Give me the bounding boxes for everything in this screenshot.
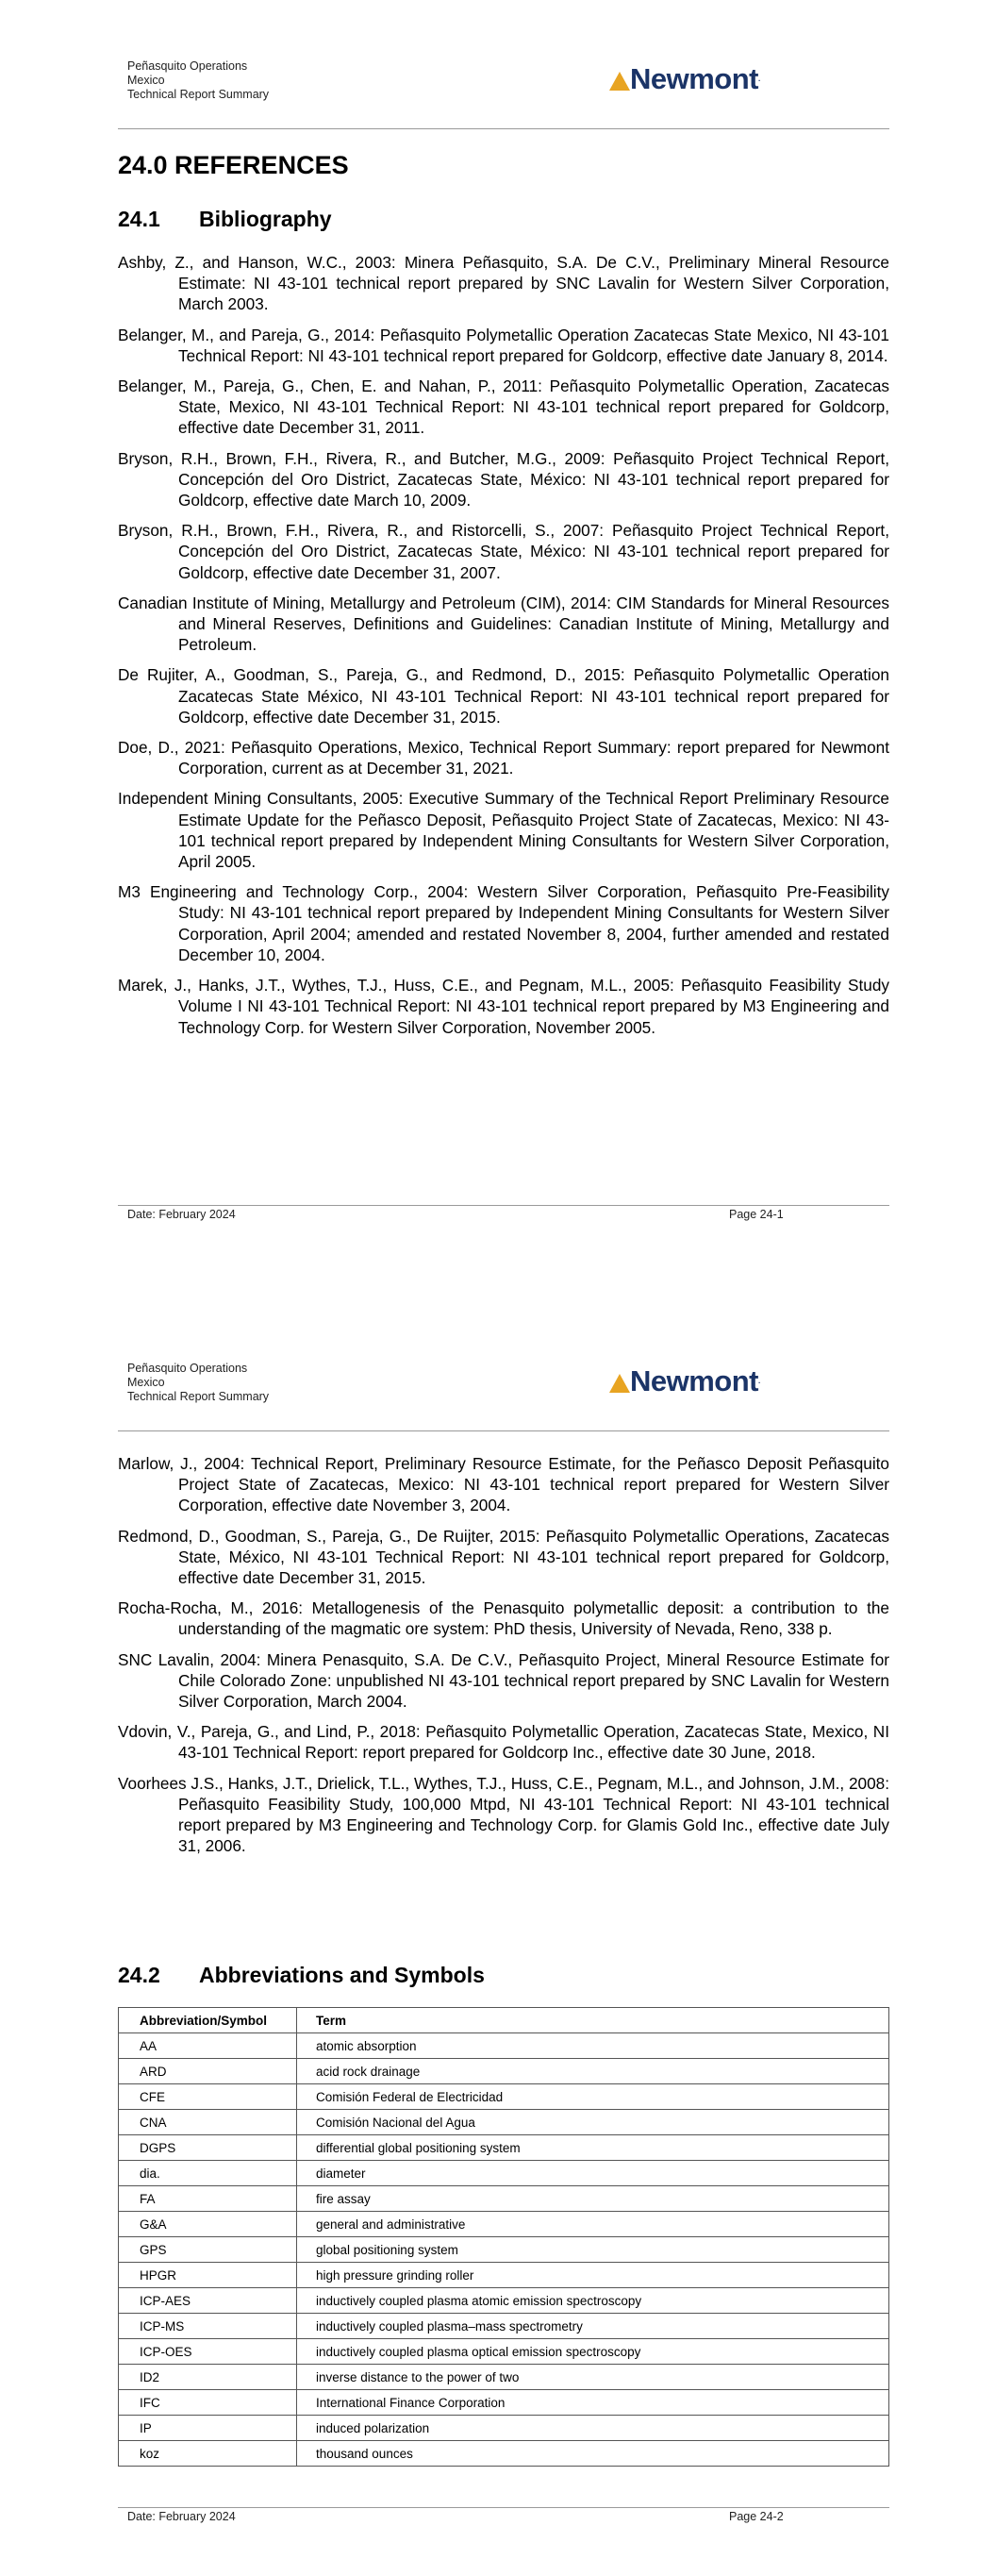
footer-page-number: Page 24-1 xyxy=(729,1208,784,1221)
reference-item: Rocha-Rocha, M., 2016: Metallogenesis of the Penasquito polymetallic deposit: a contribution to the understanding of the magmatic ore system: PhD thesis, University of Nevada, Reno, 338 p. xyxy=(118,1598,889,1639)
subsection-label: Bibliography xyxy=(199,207,332,231)
table-row xyxy=(119,2110,889,2135)
reference-item: Bryson, R.H., Brown, F.H., Rivera, R., and Ristorcelli, S., 2007: Peñasquito Project Technical Report, Concepción del Oro District, Zacatecas State, México: NI 43-101 technical report prepared for Goldcorp, effective date December 31, 2007. xyxy=(118,521,889,582)
reference-item: Marek, J., Hanks, J.T., Wythes, T.J., Huss, C.E., and Pegnam, M.L., 2005: Peñasquito Feasibility Study Volume I NI 43-101 Technical Report: NI 43-101 technical report prepared by M3 Engineering and Technology Corp. for Western Silver Corporation, November 2005. xyxy=(118,976,889,1037)
abbreviation-cell: ICP-AES xyxy=(119,2288,297,2314)
subsection-title-abbreviations xyxy=(118,1963,485,1988)
reference-item: Ashby, Z., and Hanson, W.C., 2003: Minera Peñasquito, S.A. De C.V., Preliminary Mineral Resource Estimate: NI 43-101 technical report prepared by SNC Lavalin for Western Silver Corporation, March 2003. xyxy=(118,253,889,314)
abbreviation-cell: ICP-MS xyxy=(119,2314,297,2339)
term-cell: global positioning system xyxy=(297,2237,889,2263)
abbreviation-cell: CFE xyxy=(119,2084,297,2110)
header-info xyxy=(127,1362,269,1404)
term-cell: acid rock drainage xyxy=(297,2059,889,2084)
column-header-abbreviation: Abbreviation/Symbol xyxy=(119,2008,297,2033)
footer-date: Date: February 2024 xyxy=(127,2510,236,2523)
term-cell: high pressure grinding roller xyxy=(297,2263,889,2288)
footer xyxy=(118,1205,889,1221)
term-cell: diameter xyxy=(297,2161,889,2186)
reference-item: M3 Engineering and Technology Corp., 2004: Western Silver Corporation, Peñasquito Pre-Feasibility Study: NI 43-101 technical report prepared by Independent Mining Consultants for Western Silver Corporation, April 2004; amended and restated November 8, 2004, further amended and restated December 10, 2004. xyxy=(118,882,889,964)
term-cell: fire assay xyxy=(297,2186,889,2212)
table-row xyxy=(119,2339,889,2365)
header-line-1: Peñasquito Operations xyxy=(127,1362,248,1375)
term-cell: atomic absorption xyxy=(297,2033,889,2059)
abbreviation-cell: ARD xyxy=(119,2059,297,2084)
table-row xyxy=(119,2135,889,2161)
table-row xyxy=(119,2059,889,2084)
subsection-label: Abbreviations and Symbols xyxy=(199,1963,485,1987)
table-row xyxy=(119,2288,889,2314)
table-row xyxy=(119,2084,889,2110)
header-rule xyxy=(118,1430,889,1431)
subsection-number: 24.2 xyxy=(118,1963,160,1987)
abbreviation-cell: ICP-OES xyxy=(119,2339,297,2365)
abbreviation-cell: IP xyxy=(119,2416,297,2441)
footer-date: Date: February 2024 xyxy=(127,1208,236,1221)
reference-item: SNC Lavalin, 2004: Minera Penasquito, S.A. De C.V., Peñasquito Project, Mineral Resource Estimate for Chile Colorado Zone: unpublished NI 43-101 technical report prepared by SNC Lavalin for Western Silver Corporation, March 2004. xyxy=(118,1649,889,1712)
reference-item: Canadian Institute of Mining, Metallurgy and Petroleum (CIM), 2014: CIM Standards for Mineral Resources and Mineral Reserves, Definitions and Guidelines: Canadian Institute of Mining, Metallurgy and Petroleum. xyxy=(118,593,889,655)
logo-text: Newmont. xyxy=(630,62,760,95)
header-line-3: Technical Report Summary xyxy=(127,88,270,101)
reference-item: De Rujiter, A., Goodman, S., Pareja, G., and Redmond, D., 2015: Peñasquito Polymetallic Operation Zacatecas State México, NI 43-101 Technical Report: NI 43-101 technical report prepared for Goldcorp, effective date December 31, 2015. xyxy=(118,665,889,727)
term-cell: Comisión Federal de Electricidad xyxy=(297,2084,889,2110)
page-2 xyxy=(0,1302,995,2576)
table-row xyxy=(119,2237,889,2263)
header-info xyxy=(127,59,269,102)
column-header-term: Term xyxy=(297,2008,889,2033)
table-row xyxy=(119,2186,889,2212)
reference-item: Redmond, D., Goodman, S., Pareja, G., De Ruijter, 2015: Peñasquito Polymetallic Operations, Zacatecas State, México, NI 43-101 Technical Report: NI 43-101 technical report prepared for Goldcorp, effective date December 31, 2015. xyxy=(118,1526,889,1588)
abbreviation-cell: ID2 xyxy=(119,2365,297,2390)
page-1 xyxy=(0,0,995,1227)
abbreviations-table xyxy=(118,2007,889,2467)
table-row xyxy=(119,2441,889,2467)
reference-item: Belanger, M., Pareja, G., Chen, E. and Nahan, P., 2011: Peñasquito Polymetallic Operation, Zacatecas State, Mexico, NI 43-101 Technical Report: NI 43-101 technical report prepared for Goldcorp, effective date December 31, 2011. xyxy=(118,376,889,438)
table-row xyxy=(119,2390,889,2416)
header-line-2: Mexico xyxy=(127,1376,165,1389)
table-row xyxy=(119,2263,889,2288)
abbreviation-cell: DGPS xyxy=(119,2135,297,2161)
reference-item: Belanger, M., and Pareja, G., 2014: Peñasquito Polymetallic Operation Zacatecas State Mexico, NI 43-101 Technical Report: NI 43-101 technical report prepared for Goldcorp, effective date January 8, 2014. xyxy=(118,325,889,365)
term-cell: inductively coupled plasma optical emission spectroscopy xyxy=(297,2339,889,2365)
header-rule xyxy=(118,128,889,129)
reference-item: Bryson, R.H., Brown, F.H., Rivera, R., and Butcher, M.G., 2009: Peñasquito Project Technical Report, Concepción del Oro District, Zacatecas State, México: NI 43-101 technical report prepared for Goldcorp, effective date March 10, 2009. xyxy=(118,448,889,510)
abbreviation-cell: HPGR xyxy=(119,2263,297,2288)
abbreviation-cell: G&A xyxy=(119,2212,297,2237)
table-row xyxy=(119,2416,889,2441)
abbreviation-cell: FA xyxy=(119,2186,297,2212)
logo-triangle-icon xyxy=(609,1374,630,1393)
table-header-row xyxy=(119,2008,889,2033)
abbreviation-cell: koz xyxy=(119,2441,297,2467)
bibliography-list-continued xyxy=(118,1453,889,1865)
abbreviation-cell: dia. xyxy=(119,2161,297,2186)
table-row xyxy=(119,2033,889,2059)
footer xyxy=(118,2507,889,2523)
header-line-3: Technical Report Summary xyxy=(127,1390,270,1403)
header-line-2: Mexico xyxy=(127,74,165,87)
abbreviation-cell: AA xyxy=(119,2033,297,2059)
abbreviation-cell: CNA xyxy=(119,2110,297,2135)
term-cell: thousand ounces xyxy=(297,2441,889,2467)
term-cell: International Finance Corporation xyxy=(297,2390,889,2416)
term-cell: induced polarization xyxy=(297,2416,889,2441)
table-row xyxy=(119,2161,889,2186)
newmont-logo xyxy=(609,64,760,94)
abbreviation-cell: IFC xyxy=(119,2390,297,2416)
table-row xyxy=(119,2365,889,2390)
abbreviation-cell: GPS xyxy=(119,2237,297,2263)
reference-item: Doe, D., 2021: Peñasquito Operations, Mexico, Technical Report Summary: report prepared for Newmont Corporation, current as at December 31, 2021. xyxy=(118,738,889,778)
term-cell: inductively coupled plasma atomic emission spectroscopy xyxy=(297,2288,889,2314)
reference-item: Vdovin, V., Pareja, G., and Lind, P., 2018: Peñasquito Polymetallic Operation, Zacatecas State, Mexico, NI 43-101 Technical Report: report prepared for Goldcorp Inc., effective date 30 June, 2018. xyxy=(118,1722,889,1763)
term-cell: inductively coupled plasma–mass spectrometry xyxy=(297,2314,889,2339)
newmont-logo xyxy=(609,1366,760,1397)
table-row xyxy=(119,2212,889,2237)
term-cell: differential global positioning system xyxy=(297,2135,889,2161)
subsection-title-bibliography xyxy=(118,207,332,232)
term-cell: general and administrative xyxy=(297,2212,889,2237)
term-cell: inverse distance to the power of two xyxy=(297,2365,889,2390)
header-line-1: Peñasquito Operations xyxy=(127,59,248,73)
reference-item: Voorhees J.S., Hanks, J.T., Drielick, T.L., Wythes, T.J., Huss, C.E., Pegnam, M.L., and Johnson, J.M., 2008: Peñasquito Feasibility Study, 100,000 Mtpd, NI 43-101 Technical Report: NI 43-101 technical report prepared by M3 Engineering and Technology Corp. for Glamis Gold Inc., effective date July 31, 2006. xyxy=(118,1773,889,1856)
bibliography-list xyxy=(118,252,889,1047)
footer-page-number: Page 24-2 xyxy=(729,2510,784,2523)
section-title: 24.0 REFERENCES xyxy=(118,151,349,179)
logo-text: Newmont. xyxy=(630,1364,760,1397)
term-cell: Comisión Nacional del Agua xyxy=(297,2110,889,2135)
table-row xyxy=(119,2314,889,2339)
reference-item: Marlow, J., 2004: Technical Report, Preliminary Resource Estimate, for the Peñasco Deposit Peñasquito Project State of Zacatecas, Mexico: NI 43-101 technical report prepared for Western Silver Corporation, effective date November 3, 2004. xyxy=(118,1454,889,1515)
subsection-number: 24.1 xyxy=(118,207,160,231)
reference-item: Independent Mining Consultants, 2005: Executive Summary of the Technical Report Preliminary Resource Estimate Update for the Peñasco Deposit, Peñasquito Project State of Zacatecas, Mexico: NI 43-101 technical report prepared by Independent Mining Consultants for Western Silver Corporation, April 2005. xyxy=(118,789,889,872)
logo-triangle-icon xyxy=(609,72,630,91)
